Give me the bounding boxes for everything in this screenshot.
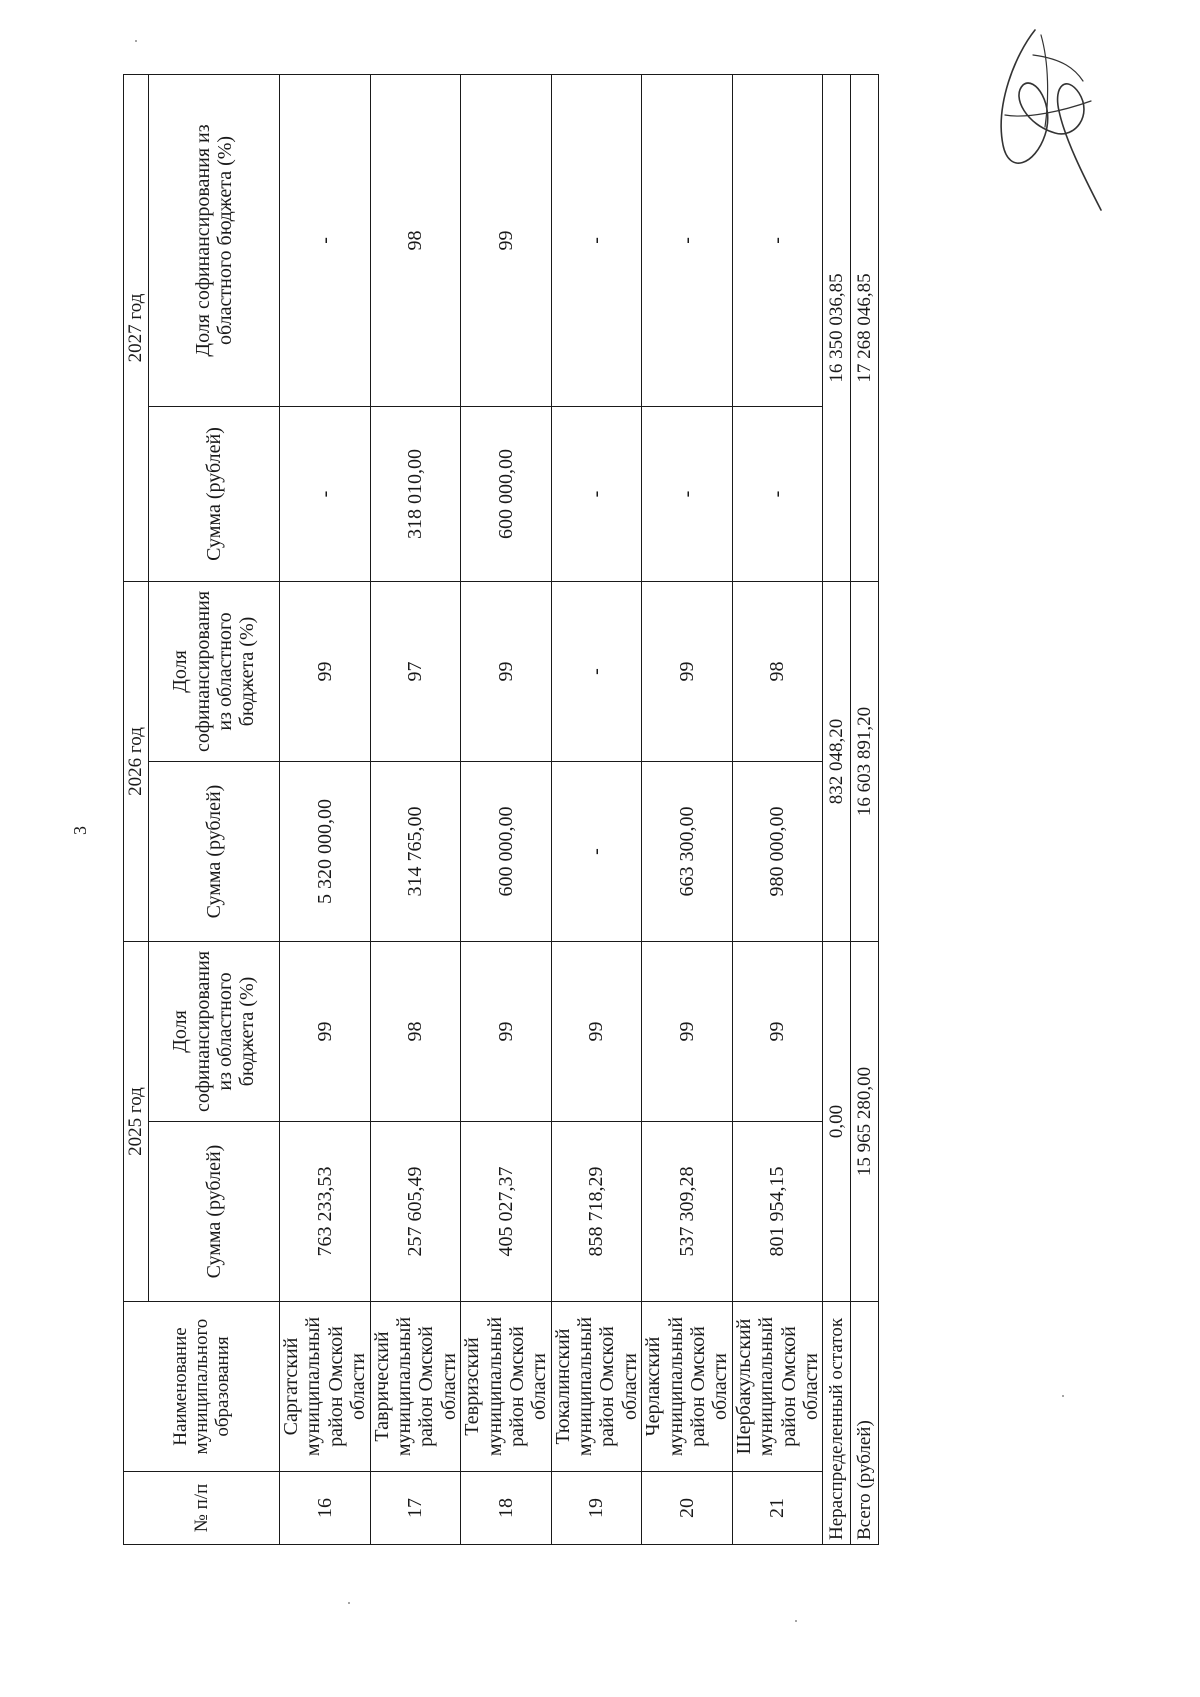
header-sum-2026: Сумма (рублей) xyxy=(149,761,280,941)
undistributed-2027: 16 350 036,85 xyxy=(823,74,851,581)
row-sum-2025: 405 027,37 xyxy=(461,1122,552,1302)
row-share-2025: 99 xyxy=(732,941,823,1121)
row-share-2026: 99 xyxy=(280,581,371,761)
row-sum-2026: 5 320 000,00 xyxy=(280,761,371,941)
table-row xyxy=(461,74,552,1544)
scan-speck xyxy=(1062,1395,1064,1397)
row-share-2026: 99 xyxy=(461,581,552,761)
row-sum-2025: 858 718,29 xyxy=(551,1122,642,1302)
row-sum-2026: 980 000,00 xyxy=(732,761,823,941)
header-share-2027: Доля софинансирования из областного бюджета (%) xyxy=(149,74,280,406)
row-share-2027: 99 xyxy=(461,74,552,406)
row-sum-2027: 318 010,00 xyxy=(370,406,461,581)
row-name: Тевризский муниципальный район Омской области xyxy=(461,1302,552,1472)
row-num: 20 xyxy=(642,1472,733,1545)
total-label: Всего (рублей) xyxy=(851,1302,879,1545)
total-2026: 16 603 891,20 xyxy=(851,581,879,941)
row-share-2027: - xyxy=(732,74,823,406)
row-name: Таврический муниципальный район Омской области xyxy=(370,1302,461,1472)
row-sum-2026: 314 765,00 xyxy=(370,761,461,941)
row-share-2025: 99 xyxy=(280,941,371,1121)
row-share-2026: - xyxy=(551,581,642,761)
row-num: 17 xyxy=(370,1472,461,1545)
row-sum-2025: 763 233,53 xyxy=(280,1122,371,1302)
row-share-2027: - xyxy=(551,74,642,406)
header-sum-2025: Сумма (рублей) xyxy=(149,1122,280,1302)
row-share-2026: 97 xyxy=(370,581,461,761)
scan-speck xyxy=(795,1620,797,1622)
table-row xyxy=(642,74,733,1544)
row-sum-2027: - xyxy=(280,406,371,581)
row-share-2027: - xyxy=(642,74,733,406)
header-share-2026: Доля софинансирования из областного бюджета (%) xyxy=(149,581,280,761)
row-share-2025: 99 xyxy=(461,941,552,1121)
row-share-2025: 99 xyxy=(551,941,642,1121)
table-row xyxy=(280,74,371,1544)
table-row xyxy=(732,74,823,1544)
row-name: Саргатский муниципальный район Омской области xyxy=(280,1302,371,1472)
header-year-2027: 2027 год xyxy=(124,74,149,581)
undistributed-label: Нераспределенный остаток xyxy=(823,1302,851,1545)
row-name: Тюкалинский муниципальный район Омской области xyxy=(551,1302,642,1472)
row-sum-2027: - xyxy=(642,406,733,581)
row-sum-2026: - xyxy=(551,761,642,941)
row-sum-2025: 801 954,15 xyxy=(732,1122,823,1302)
header-year-2025: 2025 год xyxy=(124,941,149,1301)
undistributed-2025: 0,00 xyxy=(823,941,851,1301)
subsidy-table xyxy=(123,74,879,1545)
table-row xyxy=(370,74,461,1544)
row-share-2025: 98 xyxy=(370,941,461,1121)
header-name: Наименование муниципального образования xyxy=(124,1302,280,1472)
row-share-2026: 99 xyxy=(642,581,733,761)
total-row xyxy=(851,74,879,1544)
total-2025: 15 965 280,00 xyxy=(851,941,879,1301)
scan-speck xyxy=(348,1602,350,1604)
handwritten-signature xyxy=(975,15,1105,220)
header-sum-2027: Сумма (рублей) xyxy=(149,406,280,581)
row-sum-2025: 537 309,28 xyxy=(642,1122,733,1302)
row-num: 21 xyxy=(732,1472,823,1545)
row-sum-2026: 600 000,00 xyxy=(461,761,552,941)
row-name: Шербакульский муниципальный район Омской области xyxy=(732,1302,823,1472)
row-sum-2025: 257 605,49 xyxy=(370,1122,461,1302)
row-sum-2027: 600 000,00 xyxy=(461,406,552,581)
header-year-2026: 2026 год xyxy=(124,581,149,941)
row-name: Черлакский муниципальный район Омской области xyxy=(642,1302,733,1472)
page-number: 3 xyxy=(70,826,90,835)
header-share-2025: Доля софинансирования из областного бюджета (%) xyxy=(149,941,280,1121)
row-share-2027: - xyxy=(280,74,371,406)
table-row xyxy=(551,74,642,1544)
undistributed-row xyxy=(823,74,851,1544)
row-sum-2027: - xyxy=(732,406,823,581)
row-num: 16 xyxy=(280,1472,371,1545)
undistributed-2026: 832 048,20 xyxy=(823,581,851,941)
row-share-2026: 98 xyxy=(732,581,823,761)
total-2027: 17 268 046,85 xyxy=(851,74,879,581)
scan-speck xyxy=(135,40,137,42)
row-num: 18 xyxy=(461,1472,552,1545)
row-sum-2026: 663 300,00 xyxy=(642,761,733,941)
rotated-table-container xyxy=(123,75,876,1545)
header-num: № п/п xyxy=(124,1472,280,1545)
row-share-2025: 99 xyxy=(642,941,733,1121)
row-share-2027: 98 xyxy=(370,74,461,406)
row-sum-2027: - xyxy=(551,406,642,581)
row-num: 19 xyxy=(551,1472,642,1545)
